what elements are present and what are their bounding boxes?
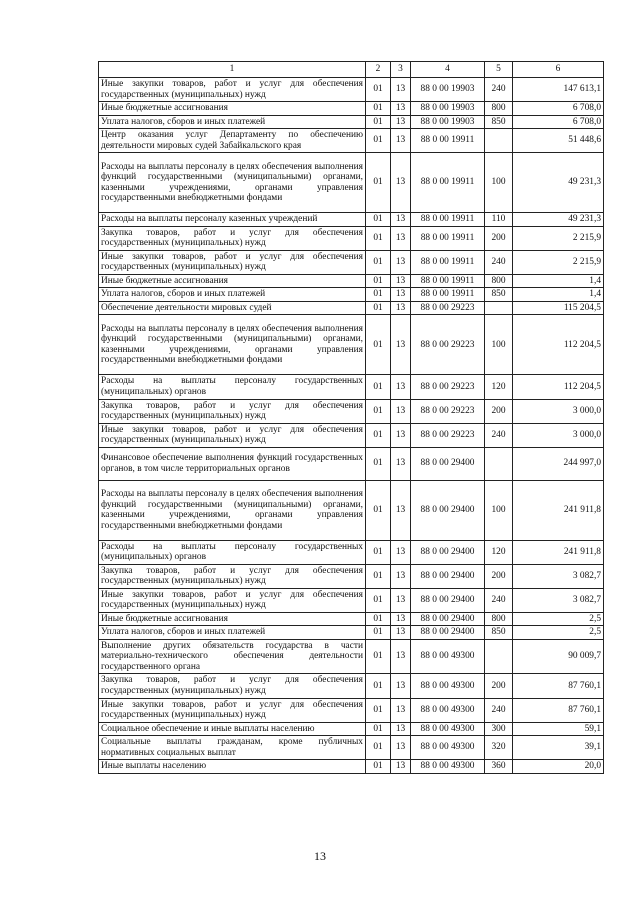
amount: 20,0 <box>513 760 604 774</box>
amount: 1,4 <box>513 274 604 288</box>
target-article-code: 88 0 00 29223 <box>411 423 485 447</box>
amount: 241 911,8 <box>513 540 604 564</box>
amount: 3 000,0 <box>513 399 604 423</box>
subsection-code: 13 <box>391 250 411 274</box>
section-code: 01 <box>366 588 391 612</box>
column-header: 3 <box>391 62 411 78</box>
row-name: Расходы на выплаты персоналу в целях обеспечения выполнения функций государственными (муниципальными) органами, казенными учреждениями, органами управления государственными внебюджетными фондами <box>99 153 366 213</box>
target-article-code: 88 0 00 49300 <box>411 639 485 674</box>
target-article-code: 88 0 00 29400 <box>411 626 485 640</box>
section-code: 01 <box>366 274 391 288</box>
subsection-code: 13 <box>391 301 411 315</box>
row-name: Закупка товаров, работ и услуг для обеспечения государственных (муниципальных) нужд <box>99 226 366 250</box>
subsection-code: 13 <box>391 102 411 116</box>
column-number-row <box>99 62 604 78</box>
expense-type-code: 300 <box>485 722 513 736</box>
amount: 244 997,0 <box>513 447 604 480</box>
target-article-code: 88 0 00 19911 <box>411 250 485 274</box>
subsection-code: 13 <box>391 115 411 129</box>
budget-table-body <box>99 62 604 774</box>
table-row <box>99 115 604 129</box>
expense-type-code: 240 <box>485 78 513 102</box>
row-name: Расходы на выплаты персоналу казенных учреждений <box>99 213 366 227</box>
section-code: 01 <box>366 564 391 588</box>
amount: 2 215,9 <box>513 250 604 274</box>
expense-type-code: 240 <box>485 698 513 722</box>
row-name: Социальное обеспечение и иные выплаты населению <box>99 722 366 736</box>
row-name: Расходы на выплаты персоналу в целях обеспечения выполнения функций государственными (муниципальными) органами, казенными учреждениями, органами управления государственными внебюджетными фондами <box>99 315 366 375</box>
expense-type-code: 200 <box>485 674 513 698</box>
subsection-code: 13 <box>391 274 411 288</box>
target-article-code: 88 0 00 29400 <box>411 588 485 612</box>
row-name: Уплата налогов, сборов и иных платежей <box>99 115 366 129</box>
target-article-code: 88 0 00 29400 <box>411 564 485 588</box>
row-name: Иные закупки товаров, работ и услуг для обеспечения государственных (муниципальных) нужд <box>99 250 366 274</box>
section-code: 01 <box>366 375 391 399</box>
expense-type-code: 360 <box>485 760 513 774</box>
subsection-code: 13 <box>391 612 411 626</box>
subsection-code: 13 <box>391 760 411 774</box>
column-header: 1 <box>99 62 366 78</box>
section-code: 01 <box>366 736 391 760</box>
amount: 147 613,1 <box>513 78 604 102</box>
amount: 49 231,3 <box>513 153 604 213</box>
row-name: Социальные выплаты гражданам, кроме публичных нормативных социальных выплат <box>99 736 366 760</box>
column-header: 2 <box>366 62 391 78</box>
section-code: 01 <box>366 315 391 375</box>
section-code: 01 <box>366 760 391 774</box>
subsection-code: 13 <box>391 588 411 612</box>
section-code: 01 <box>366 115 391 129</box>
subsection-code: 13 <box>391 480 411 540</box>
table-row <box>99 612 604 626</box>
column-header: 5 <box>485 62 513 78</box>
amount: 112 204,5 <box>513 315 604 375</box>
table-row <box>99 301 604 315</box>
amount: 2,5 <box>513 626 604 640</box>
subsection-code: 13 <box>391 639 411 674</box>
target-article-code: 88 0 00 19911 <box>411 274 485 288</box>
subsection-code: 13 <box>391 540 411 564</box>
table-row <box>99 698 604 722</box>
table-row <box>99 250 604 274</box>
expense-type-code: 100 <box>485 315 513 375</box>
target-article-code: 88 0 00 19911 <box>411 153 485 213</box>
subsection-code: 13 <box>391 129 411 153</box>
row-name: Уплата налогов, сборов и иных платежей <box>99 626 366 640</box>
row-name: Иные закупки товаров, работ и услуг для обеспечения государственных (муниципальных) нужд <box>99 78 366 102</box>
amount: 1,4 <box>513 288 604 302</box>
table-row <box>99 423 604 447</box>
subsection-code: 13 <box>391 423 411 447</box>
row-name: Расходы на выплаты персоналу государственных (муниципальных) органов <box>99 540 366 564</box>
table-row <box>99 78 604 102</box>
expense-type-code: 850 <box>485 115 513 129</box>
target-article-code: 88 0 00 49300 <box>411 722 485 736</box>
target-article-code: 88 0 00 29400 <box>411 540 485 564</box>
amount: 3 082,7 <box>513 564 604 588</box>
amount: 90 009,7 <box>513 639 604 674</box>
expense-type-code: 800 <box>485 274 513 288</box>
amount: 39,1 <box>513 736 604 760</box>
subsection-code: 13 <box>391 447 411 480</box>
row-name: Иные закупки товаров, работ и услуг для обеспечения государственных (муниципальных) нужд <box>99 588 366 612</box>
section-code: 01 <box>366 447 391 480</box>
target-article-code: 88 0 00 49300 <box>411 760 485 774</box>
row-name: Иные закупки товаров, работ и услуг для обеспечения государственных (муниципальных) нужд <box>99 423 366 447</box>
target-article-code: 88 0 00 29223 <box>411 315 485 375</box>
expense-type-code: 240 <box>485 588 513 612</box>
amount: 6 708,0 <box>513 115 604 129</box>
table-row <box>99 399 604 423</box>
expense-type-code <box>485 447 513 480</box>
amount: 87 760,1 <box>513 674 604 698</box>
amount: 6 708,0 <box>513 102 604 116</box>
target-article-code: 88 0 00 29223 <box>411 375 485 399</box>
target-article-code: 88 0 00 49300 <box>411 674 485 698</box>
expense-type-code <box>485 639 513 674</box>
subsection-code: 13 <box>391 698 411 722</box>
table-row <box>99 760 604 774</box>
section-code: 01 <box>366 226 391 250</box>
amount: 2,5 <box>513 612 604 626</box>
table-row <box>99 736 604 760</box>
expense-type-code <box>485 301 513 315</box>
target-article-code: 88 0 00 29400 <box>411 447 485 480</box>
expense-type-code: 800 <box>485 102 513 116</box>
section-code: 01 <box>366 301 391 315</box>
amount: 51 448,6 <box>513 129 604 153</box>
expense-type-code: 110 <box>485 213 513 227</box>
target-article-code: 88 0 00 19903 <box>411 78 485 102</box>
section-code: 01 <box>366 540 391 564</box>
expense-type-code: 240 <box>485 250 513 274</box>
row-name: Расходы на выплаты персоналу в целях обеспечения выполнения функций государственными (муниципальными) органами, казенными учреждениями, органами управления государственными внебюджетными фондами <box>99 480 366 540</box>
section-code: 01 <box>366 674 391 698</box>
amount: 112 204,5 <box>513 375 604 399</box>
section-code: 01 <box>366 480 391 540</box>
section-code: 01 <box>366 102 391 116</box>
table-row <box>99 315 604 375</box>
row-name: Центр оказания услуг Департаменту по обеспечению деятельности мировых судей Забайкальского края <box>99 129 366 153</box>
section-code: 01 <box>366 639 391 674</box>
amount: 115 204,5 <box>513 301 604 315</box>
amount: 87 760,1 <box>513 698 604 722</box>
expense-type-code <box>485 129 513 153</box>
subsection-code: 13 <box>391 153 411 213</box>
expense-type-code: 200 <box>485 564 513 588</box>
row-name: Расходы на выплаты персоналу государственных (муниципальных) органов <box>99 375 366 399</box>
table-row <box>99 564 604 588</box>
expense-type-code: 100 <box>485 480 513 540</box>
section-code: 01 <box>366 213 391 227</box>
budget-table <box>98 61 604 774</box>
target-article-code: 88 0 00 49300 <box>411 698 485 722</box>
subsection-code: 13 <box>391 399 411 423</box>
target-article-code: 88 0 00 19911 <box>411 226 485 250</box>
page-number: 13 <box>314 849 326 863</box>
target-article-code: 88 0 00 19911 <box>411 213 485 227</box>
target-article-code: 88 0 00 29400 <box>411 480 485 540</box>
subsection-code: 13 <box>391 78 411 102</box>
expense-type-code: 320 <box>485 736 513 760</box>
target-article-code: 88 0 00 19911 <box>411 288 485 302</box>
expense-type-code: 120 <box>485 540 513 564</box>
section-code: 01 <box>366 626 391 640</box>
row-name: Иные закупки товаров, работ и услуг для обеспечения государственных (муниципальных) нужд <box>99 698 366 722</box>
table-row <box>99 480 604 540</box>
section-code: 01 <box>366 698 391 722</box>
amount: 49 231,3 <box>513 213 604 227</box>
subsection-code: 13 <box>391 626 411 640</box>
expense-type-code: 800 <box>485 612 513 626</box>
expense-type-code: 240 <box>485 423 513 447</box>
subsection-code: 13 <box>391 315 411 375</box>
amount: 3 082,7 <box>513 588 604 612</box>
amount: 2 215,9 <box>513 226 604 250</box>
table-row <box>99 288 604 302</box>
row-name: Иные выплаты населению <box>99 760 366 774</box>
expense-type-code: 850 <box>485 626 513 640</box>
table-row <box>99 626 604 640</box>
target-article-code: 88 0 00 19903 <box>411 102 485 116</box>
amount: 3 000,0 <box>513 423 604 447</box>
table-row <box>99 153 604 213</box>
subsection-code: 13 <box>391 288 411 302</box>
target-article-code: 88 0 00 29223 <box>411 301 485 315</box>
table-row <box>99 722 604 736</box>
table-row <box>99 213 604 227</box>
column-header: 4 <box>411 62 485 78</box>
table-row <box>99 540 604 564</box>
row-name: Закупка товаров, работ и услуг для обеспечения государственных (муниципальных) нужд <box>99 564 366 588</box>
expense-type-code: 100 <box>485 153 513 213</box>
row-name: Иные бюджетные ассигнования <box>99 612 366 626</box>
target-article-code: 88 0 00 19903 <box>411 115 485 129</box>
target-article-code: 88 0 00 19911 <box>411 129 485 153</box>
section-code: 01 <box>366 722 391 736</box>
table-row <box>99 588 604 612</box>
expense-type-code: 120 <box>485 375 513 399</box>
row-name: Выполнение других обязательств государства в части материально-технического обеспечения деятельности государственного органа <box>99 639 366 674</box>
table-row <box>99 447 604 480</box>
expense-type-code: 850 <box>485 288 513 302</box>
target-article-code: 88 0 00 49300 <box>411 736 485 760</box>
section-code: 01 <box>366 612 391 626</box>
amount: 59,1 <box>513 722 604 736</box>
row-name: Закупка товаров, работ и услуг для обеспечения государственных (муниципальных) нужд <box>99 399 366 423</box>
expense-type-code: 200 <box>485 399 513 423</box>
row-name: Обеспечение деятельности мировых судей <box>99 301 366 315</box>
row-name: Иные бюджетные ассигнования <box>99 102 366 116</box>
section-code: 01 <box>366 78 391 102</box>
table-row <box>99 639 604 674</box>
subsection-code: 13 <box>391 226 411 250</box>
column-header: 6 <box>513 62 604 78</box>
expense-type-code: 200 <box>485 226 513 250</box>
section-code: 01 <box>366 129 391 153</box>
section-code: 01 <box>366 288 391 302</box>
section-code: 01 <box>366 153 391 213</box>
row-name: Иные бюджетные ассигнования <box>99 274 366 288</box>
subsection-code: 13 <box>391 736 411 760</box>
row-name: Финансовое обеспечение выполнения функций государственных органов, в том числе территориальных органов <box>99 447 366 480</box>
section-code: 01 <box>366 250 391 274</box>
table-row <box>99 129 604 153</box>
table-row <box>99 226 604 250</box>
section-code: 01 <box>366 423 391 447</box>
target-article-code: 88 0 00 29223 <box>411 399 485 423</box>
target-article-code: 88 0 00 29400 <box>411 612 485 626</box>
row-name: Уплата налогов, сборов и иных платежей <box>99 288 366 302</box>
subsection-code: 13 <box>391 564 411 588</box>
table-row <box>99 274 604 288</box>
row-name: Закупка товаров, работ и услуг для обеспечения государственных (муниципальных) нужд <box>99 674 366 698</box>
subsection-code: 13 <box>391 722 411 736</box>
table-row <box>99 375 604 399</box>
table-row <box>99 102 604 116</box>
subsection-code: 13 <box>391 213 411 227</box>
subsection-code: 13 <box>391 375 411 399</box>
subsection-code: 13 <box>391 674 411 698</box>
section-code: 01 <box>366 399 391 423</box>
amount: 241 911,8 <box>513 480 604 540</box>
table-row <box>99 674 604 698</box>
